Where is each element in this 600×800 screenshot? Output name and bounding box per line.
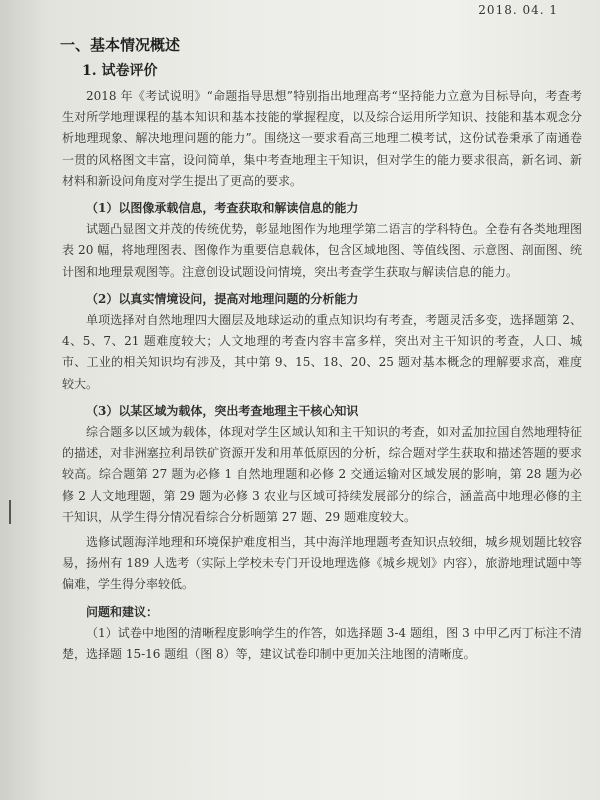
issues-paragraph: （1）试卷中地图的清晰程度影响学生的作答，如选择题 3-4 题组，图 3 中甲乙丙丁标注不清楚，选择题 15-16 题组（图 8）等，建议试卷印制中更加关注地图的清晰度。 bbox=[62, 625, 582, 662]
point-3-heading: （3）以某区域为载体，突出考查地理主干核心知识 bbox=[86, 403, 359, 418]
issues-heading: 问题和建议： bbox=[86, 604, 159, 619]
document-date: 2018. 04. 1 bbox=[478, 3, 558, 17]
section-heading: 一、基本情况概述 bbox=[60, 36, 181, 54]
point-3-paragraph: 综合题多以区域为载体，体现对学生区域认知和主干知识的考查，如对孟加拉国自然地理特征的描述，对非洲塞拉利昂铁矿资源开发和用革低原因的分析，综合题对学生获取和描述答题的要求较高。综合题第 27 题为必修 1 自然地理题和必修 2 交通运输对区域发展的影响，第 28 题为必修 2 人文地理题，第 29 题为必修 3 农业与区域可持续发展部分的综合，涵盖高中地理必修的主干知识，从学生得分情况看综合分析题第 27 题、29 题难度较大。 bbox=[62, 425, 582, 524]
binding-mark bbox=[9, 500, 11, 524]
intro-paragraph: 2018 年《考试说明》“命题指导思想”特别指出地理高考“坚持能力立意为目标导向，考查考生对所学地理课程的基本知识和基本技能的掌握程度，以及综合运用所学知识、技能和基本观念分析地理现象、解决地理问题的能力”。围绕这一要求看高三地理二模考试，这份试卷秉承了南通卷一贯的风格图文丰富，设问简单，集中考查地理主干知识，但对学生的能力要求很高，新名词、新材料和新设问角度对学生提出了更高的要求。 bbox=[62, 89, 582, 188]
point-1-paragraph: 试题凸显图文并茂的传统优势，彰显地图作为地理学第二语言的学科特色。全卷有各类地理图表 20 幅，将地理图表、图像作为重要信息载体，包含区域地图、等值线图、示意图、剖面图、统计图和地理景观图等。注意创设试题设问情境，突出考查学生获取与解读信息的能力。 bbox=[62, 222, 582, 279]
electives-paragraph: 选修试题海洋地理和环境保护难度相当，其中海洋地理题考查知识点较细，城乡规划题比较容易，扬州有 189 人选考（实际上学校未专门开设地理选修《城乡规划》内容），旅游地理试题中等偏难，学生得分率较低。 bbox=[62, 535, 582, 592]
point-2-paragraph: 单项选择对自然地理四大圈层及地球运动的重点知识均有考查，考题灵活多变，选择题第 2、4、5、7、21 题难度较大；人文地理的考查内容丰富多样，突出对主干知识的考查，人口、城市、工业的相关知识均有涉及，其中第 9、15、18、20、25 题对基本概念的理解要求高，难度较大。 bbox=[62, 313, 582, 391]
point-2-heading: （2）以真实情境设问，提高对地理问题的分析能力 bbox=[86, 291, 359, 306]
document-body bbox=[62, 86, 582, 665]
point-1-heading: （1）以图像承载信息，考查获取和解读信息的能力 bbox=[86, 201, 359, 216]
subsection-heading: 1. 试卷评价 bbox=[82, 63, 158, 79]
